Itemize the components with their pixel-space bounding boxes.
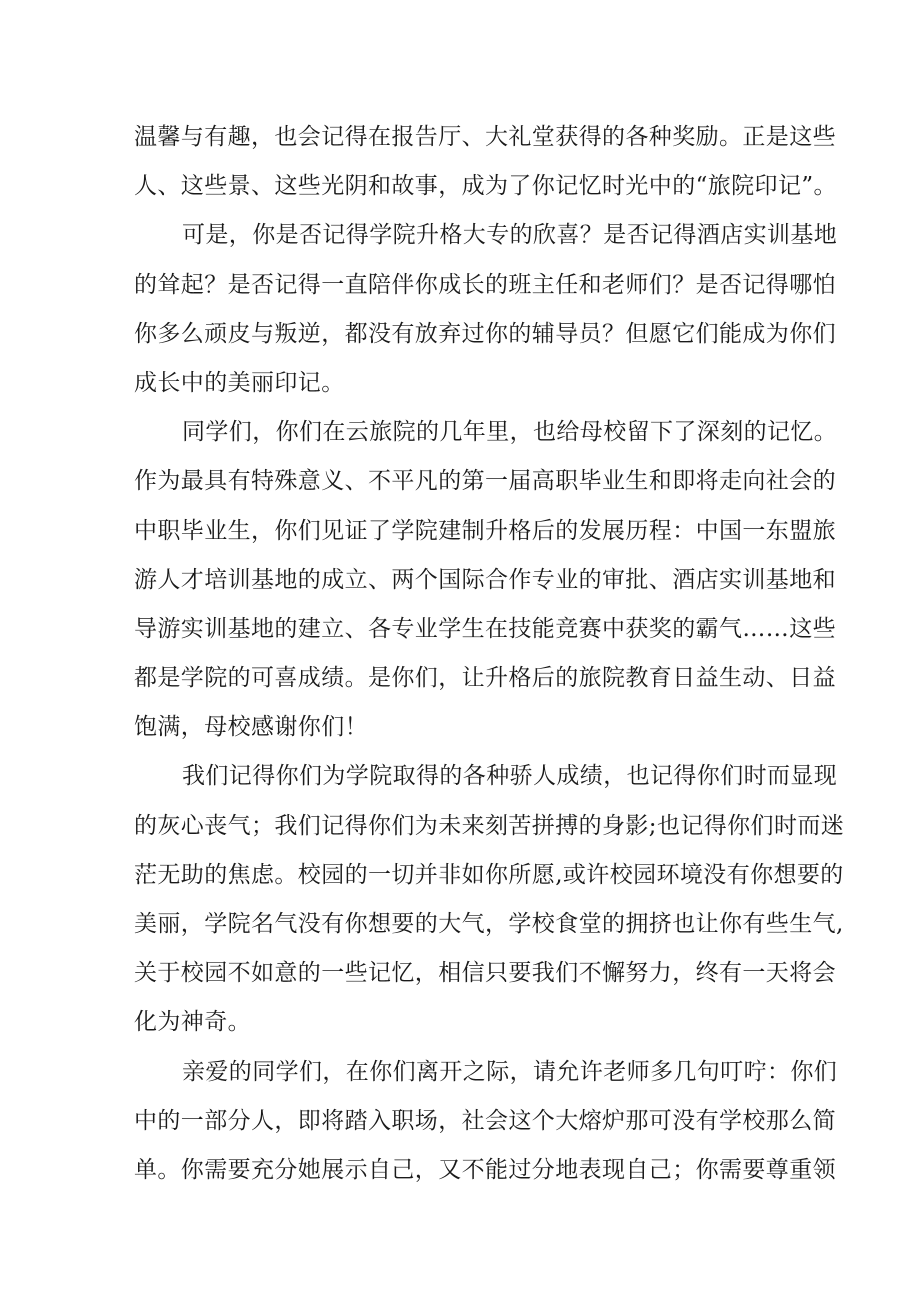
- text-line: 关于校园不如意的一些记忆，相信只要我们不懈努力，终有一天将会: [134, 960, 836, 987]
- text-line: 游人才培训基地的成立、两个国际合作专业的审批、酒店实训基地和: [134, 566, 836, 593]
- text-line: 饱满，母校感谢你们！: [134, 714, 368, 741]
- text-line: 中职毕业生，你们见证了学院建制升格后的发展历程：中国一东盟旅: [134, 517, 836, 544]
- text-line: 化为神奇。: [134, 1009, 251, 1036]
- text-line: 单。你需要充分她展示自己，又不能过分地表现自己；你需要尊重领: [134, 1156, 836, 1183]
- text-line: 人、这些景、这些光阴和故事，成为了你记忆时光中的“旅院印记”。: [134, 173, 837, 200]
- text-line: 的耸起？是否记得一直陪伴你成长的班主任和老师们？是否记得哪怕: [134, 271, 836, 298]
- text-line: 的灰心丧气；我们记得你们为未来刻苦拼搏的身影;也记得你们时而迷: [134, 812, 845, 839]
- text-line: 成长中的美丽印记。: [134, 369, 345, 396]
- text-line: 都是学院的可喜成绩。是你们，让升格后的旅院教育日益生动、日益: [134, 665, 836, 692]
- text-line: 可是，你是否记得学院升格大专的欣喜？是否记得酒店实训基地: [182, 222, 838, 249]
- text-line: 作为最具有特殊意义、不平凡的第一届高职毕业生和即将走向社会的: [134, 468, 836, 495]
- text-line: 美丽，学院名气没有你想要的大气，学校食堂的拥挤也让你有些生气,: [134, 911, 844, 937]
- text-line: 中的一部分人，即将踏入职场，社会这个大熔炉那可没有学校那么简: [134, 1107, 836, 1134]
- text-line: 你多么顽皮与叛逆，都没有放弃过你的辅导员？但愿它们能成为你们: [134, 320, 836, 347]
- text-line: 亲爱的同学们，在你们离开之际，请允许老师多几句叮咛：你们: [182, 1058, 838, 1085]
- text-line: 茫无助的焦虑。校园的一切并非如你所愿,或许校园环境没有你想要的: [134, 861, 844, 888]
- text-line: 导游实训基地的建立、各专业学生在技能竞赛中获奖的霸气……这些: [134, 615, 836, 642]
- text-line: 温馨与有趣，也会记得在报告厅、大礼堂获得的各种奖励。正是这些: [134, 124, 836, 150]
- text-line: 我们记得你们为学院取得的各种骄人成绩，也记得你们时而显现: [182, 763, 838, 790]
- document-body: [134, 113, 845, 1195]
- text-line: 同学们，你们在云旅院的几年里，也给母校留下了深刻的记忆。: [182, 419, 838, 446]
